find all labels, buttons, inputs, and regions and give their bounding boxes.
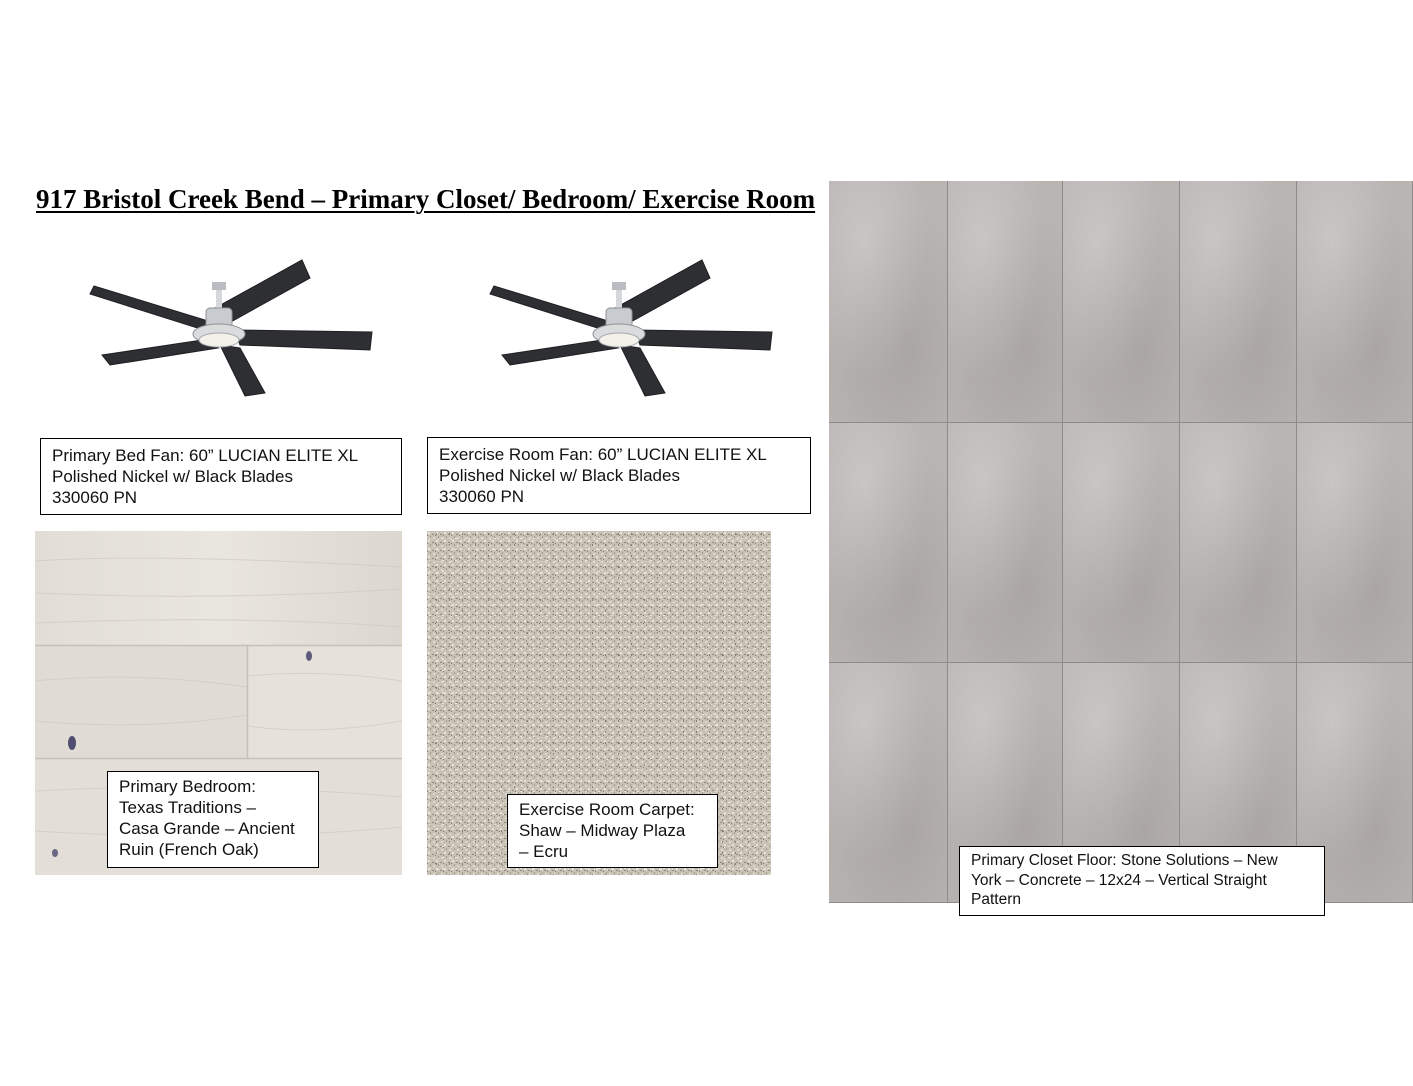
caption-line: Primary Closet Floor: Stone Solutions – New [971, 852, 1278, 869]
floor-tile [829, 181, 948, 423]
caption-line: Ruin (French Oak) [119, 840, 259, 859]
floor-tile [1297, 181, 1413, 423]
ceiling-fan-icon [80, 250, 380, 400]
caption-line: Shaw – Midway Plaza [519, 821, 686, 840]
floor-tile [1063, 423, 1180, 663]
floor-tile [1180, 423, 1297, 663]
floor-tile [1297, 423, 1413, 663]
caption-line: 330060 PN [52, 488, 138, 507]
caption-line: Polished Nickel w/ Black Blades [52, 467, 293, 486]
caption-line: Casa Grande – Ancient [119, 819, 295, 838]
caption-line: Exercise Room Fan: 60” LUCIAN ELITE XL [439, 445, 767, 464]
ceiling-fan-icon [480, 250, 780, 400]
floor-tile [829, 663, 948, 903]
caption-line: – Ecru [519, 842, 569, 861]
caption-line: Texas Traditions – [119, 798, 257, 817]
caption-line: Polished Nickel w/ Black Blades [439, 466, 680, 485]
exercise-fan-caption [427, 437, 811, 514]
closet-tile-swatch [829, 181, 1413, 903]
exercise-carpet-caption [507, 794, 718, 868]
caption-line: York – Concrete – 12x24 – Vertical Straight [971, 871, 1267, 889]
caption-line: Primary Bedroom: [119, 777, 256, 796]
floor-tile [1180, 181, 1297, 423]
page-title: 917 Bristol Creek Bend – Primary Closet/ Bedroom/ Exercise Room [36, 184, 816, 214]
floor-tile [1063, 181, 1180, 423]
caption-line: Exercise Room Carpet: [519, 800, 695, 819]
floor-tile [948, 181, 1063, 423]
caption-line: Primary Bed Fan: 60” LUCIAN ELITE XL [52, 446, 359, 465]
bed-fan-caption [40, 438, 402, 515]
bedroom-floor-caption [107, 771, 319, 868]
floor-tile [948, 423, 1063, 663]
caption-line: Pattern [971, 891, 1021, 908]
caption-line: 330060 PN [439, 487, 525, 506]
closet-floor-caption [959, 846, 1325, 916]
floor-tile [829, 423, 948, 663]
